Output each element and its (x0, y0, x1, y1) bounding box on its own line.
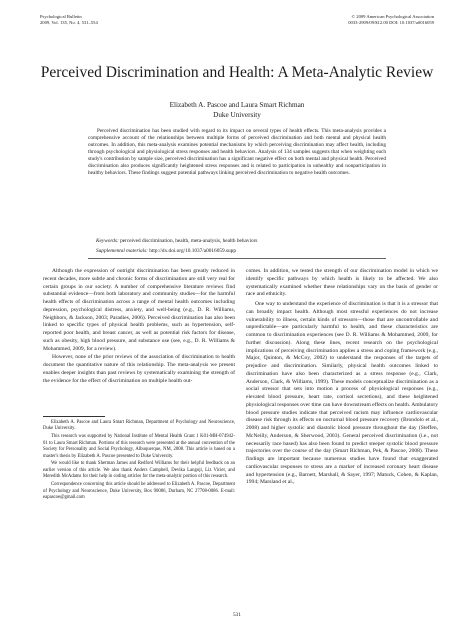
body-column-right (246, 268, 438, 488)
keywords-label: Keywords: (96, 238, 119, 244)
abstract: Perceived discrimination has been studied with regard to its impact on several types of health effects. This meta-analysis provides a comprehensive account of the relationships between multiple forms of perceived discrimination and both mental and physical health outcomes. In addition, this meta-analysis examines potential mechanisms by which perceiving discrimination may affect health, including through psychological and physiological stress responses and health behaviors. Analysis of 134 samples suggests that when weighting each study's contribution by sample size, perceived discrimination has a significant negative effect on both mental and physical health. Perceived discrimination also produces significantly heightened stress responses and is related to participation in unhealthy and nonparticipation in healthy behaviors. These findings suggest potential pathways linking perceived discrimination to negative health outcomes. (88, 128, 386, 176)
keywords (96, 238, 386, 245)
author-notes (43, 420, 235, 503)
copyright-line: © 2009 American Psychological Association (351, 14, 434, 19)
keywords-text: perceived discrimination, health, meta-analysis, health behaviors (120, 238, 258, 244)
supplemental-materials (96, 248, 386, 255)
footnote-correspondence: Correspondence concerning this article should be addressed to Elizabeth A. Pascoe, Department of Psychology and Neuroscience, Duke University, Box 90086, Durham, NC 27708-0086. E-mail: eapascoe@gmail.com (43, 482, 235, 500)
article-authors: Elizabeth A. Pascoe and Laura Smart Richman (169, 101, 305, 109)
supplemental-label: Supplemental materials: (96, 248, 148, 254)
body-paragraph: One way to understand the experience of discrimination is that it is a stressor that can broadly impact health. Although most stressful experiences do not increase vulnerability to illness, certain kinds of stressors—those that are uncontrollable and unpredictable—are particularly harmful to health, and these characteristics are common to discrimination experiences (see D. R. Williams & Mohammed, 2009, for further discussion). Along these lines, recent research on the psychological implications of perceiving discrimination applies a stress and coping framework (e.g., Major, Quinton, & McCoy, 2002) to understand the responses of the targets of prejudice and discrimination. Similarly, physical health outcomes linked to discrimination have also been characterized as a stress response (e.g., Clark, Anderson, Clark, & Williams, 1999). These models conceptualize discrimination as a social stressor that sets into motion a process of physiological responses (e.g., elevated blood pressure, heart rate, cortisol secretions), and these heightened physiological responses over time can have downstream effects on health. Ambulatory blood pressure studies indicate that perceived racism may influence cardiovascular disease risk through its effects on nocturnal blood pressure recovery (Brondolo et al., 2008) and higher systolic and diastolic blood pressure throughout the day (Steffen, McNeilly, Anderson, & Sherwood, 2003). General perceived discrimination (i.e., not necessarily race based) has also been found to predict steeper systolic blood pressure trajectories over the course of the day (Smart Richman, Pek, & Pascoe, 2008). These findings are important because numerous studies have found that exaggerated cardiovascular responses to stress are a marker of increased coronary heart disease and hypertension (e.g., Barnett, Marshall, & Sayer, 1997; Matuck, Cohen, & Kaplan, 1994; Marsland et al., (246, 301, 438, 486)
supplemental-link[interactable]: http://dx.doi.org/10.1037/a0016059.supp (149, 248, 236, 254)
body-paragraph: Although the expression of outright discrimination has been greatly reduced in recent decades, more subtle and chronic forms of discrimination are still very real for certain groups in our society. A number of comprehensive literature reviews find substantial evidence—from both laboratory and community studies—for the harmful health effects of discrimination across a range of mental health outcomes including depression, psychological distress, anxiety, and well-being (e.g., D. R. Williams, Neighbors, & Jackson, 2003; Paradies, 2006). Perceived discrimination has also been linked to specific types of physical health problems, such as hypertension, self-reported poor health, and breast cancer, as well as potential risk factors for disease, such as obesity, high blood pressure, and substance use (see, e.g., D. R. Williams & Mohammed, 2009, for a review). (43, 268, 235, 352)
body-paragraph: However, none of the prior reviews of the association of discrimination to health document the quantitative nature of this relationship. The meta-analysis we present enables deeper insights than past reviews by systematically examining the strength of the evidence for the effect of discrimination on multiple health out- (43, 354, 235, 384)
body-column-left (43, 268, 235, 386)
author-affiliation: Duke University (213, 111, 261, 119)
journal-name: Psychological Bulletin (40, 14, 82, 19)
abstract-divider (88, 258, 386, 259)
footnote-acknowledgments: We would like to thank Sherman James and Redford Williams for their helpful feedback on an earlier version of this article. We also thank Anders Campbell, Devika Langoji, Liz Vicier, and Meredith McAdams for their help in coding articles for the meta-analytic portion of this research. (43, 461, 235, 480)
footnote-divider (43, 416, 105, 417)
body-paragraph: comes. In addition, we tested the strength of our discrimination model in which we identify specific pathways by which health is likely to be affected. We also systematically examined whether these relationships vary on the basis of gender or race and ethnicity. (246, 268, 438, 298)
page-number: 531 (233, 612, 241, 618)
article-title: Perceived Discrimination and Health: A Meta-Analytic Review (40, 64, 434, 81)
doi-line: 0033-2909/09/$12.00 DOI: 10.1037/a0016059 (348, 19, 434, 25)
journal-info (40, 14, 98, 25)
footnote-affiliation: Elizabeth A. Pascoe and Laura Smart Richman, Department of Psychology and Neuroscience, Duke University. (43, 420, 235, 432)
journal-volume: 2009, Vol. 135, No. 4, 531–554 (40, 19, 98, 25)
footnote-funding: This research was supported by National Institute of Mental Health Grant 1 K01-MH-074942-01 to Laura Smart Richman. Portions of this research were presented at the annual convention of the Society for Personality and Social Psychology, Albuquerque, NM, 2008. This article is based on a master's thesis by Elizabeth A. Pascoe presented to Duke University. (43, 434, 235, 459)
copyright-info (348, 14, 434, 25)
